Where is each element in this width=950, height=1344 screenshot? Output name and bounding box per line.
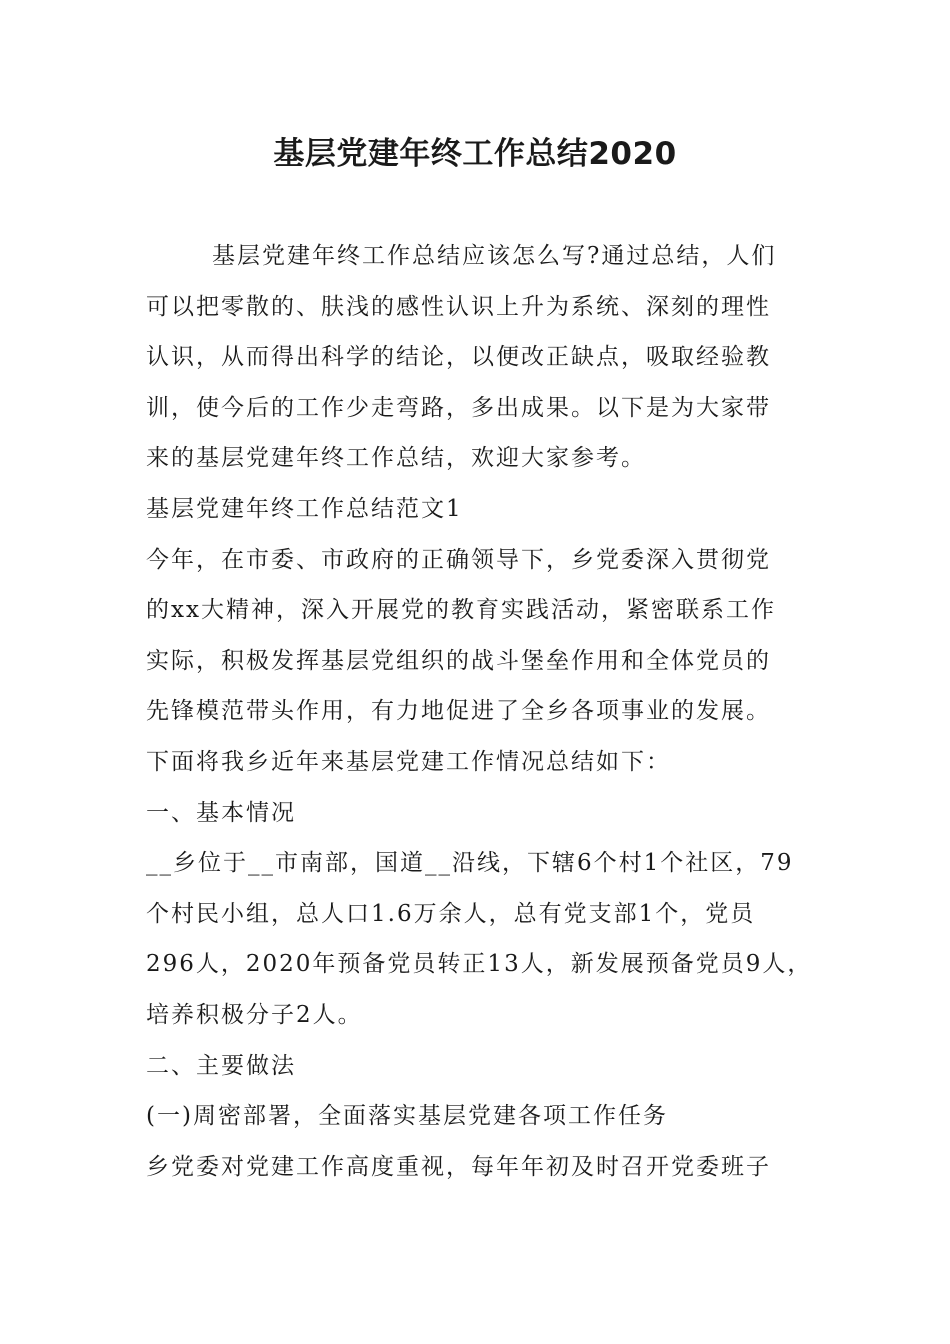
text-line: 训，使今后的工作少走弯路，多出成果。以下是为大家带 [146, 394, 771, 421]
text-line: 先锋模范带头作用，有力地促进了全乡各项事业的发展。 [146, 698, 771, 725]
text-line: 下面将我乡近年来基层党建工作情况总结如下： [146, 748, 671, 775]
text-line: 来的基层党建年终工作总结，欢迎大家参考。 [146, 445, 646, 472]
text-line: 个村民小组，总人口1.6万余人，总有党支部1个，党员 [146, 900, 756, 927]
document-title: 基层党建年终工作总结2020 [273, 136, 677, 172]
text-line: 296人，2020年预备党员转正13人，新发展预备党员9人， [146, 951, 813, 978]
text-line: 培养积极分子2人。 [146, 1001, 363, 1028]
section-heading: 一、基本情况 [146, 799, 296, 826]
text-line: __乡位于__市南部，国道__沿线，下辖6个村1个社区，79 [146, 850, 794, 877]
text-line: 可以把零散的、肤浅的感性认识上升为系统、深刻的理性 [146, 293, 771, 320]
text-line: 认识，从而得出科学的结论，以便改正缺点，吸取经验教 [146, 344, 771, 371]
text-line: 基层党建年终工作总结应该怎么写?通过总结，人们 [212, 243, 777, 269]
subsection-heading: (一)周密部署，全面落实基层党建各项工作任务 [146, 1103, 668, 1130]
text-line: 乡党委对党建工作高度重视，每年年初及时召开党委班子 [146, 1153, 771, 1180]
section-heading: 二、主要做法 [146, 1052, 296, 1079]
text-line: 今年，在市委、市政府的正确领导下，乡党委深入贯彻党 [146, 546, 771, 573]
document-body [146, 231, 818, 1192]
text-line: 的xx大精神，深入开展党的教育实践活动，紧密联系工作 [146, 597, 776, 624]
text-line: 实际，积极发挥基层党组织的战斗堡垒作用和全体党员的 [146, 647, 771, 674]
section-heading: 基层党建年终工作总结范文1 [146, 495, 463, 522]
